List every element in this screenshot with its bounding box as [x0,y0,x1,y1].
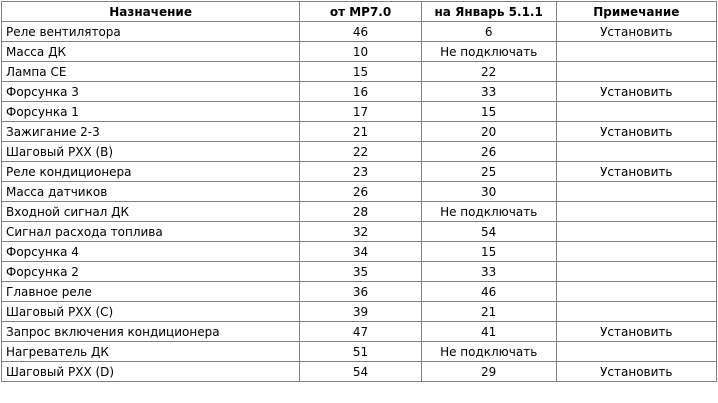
cell-from-mp70: 23 [300,162,421,181]
cell-to-january-511: 21 [422,302,556,321]
cell-from-mp70: 32 [300,222,421,241]
cell-to-january-511: Не подключать [422,342,556,361]
header-from-mp70: от МР7.0 [300,2,421,21]
cell-to-january-511: 20 [422,122,556,141]
cell-note [557,102,716,121]
cell-note: Установить [557,122,716,141]
table-row [2,42,716,61]
cell-from-mp70: 21 [300,122,421,141]
cell-to-january-511: 41 [422,322,556,341]
table-row [2,262,716,281]
table-row [2,22,716,41]
cell-purpose: Шаговый РХХ (В) [2,142,299,161]
cell-purpose: Реле кондиционера [2,162,299,181]
table-row [2,222,716,241]
cell-purpose: Входной сигнал ДК [2,202,299,221]
table-row [2,162,716,181]
cell-note [557,42,716,61]
cell-from-mp70: 22 [300,142,421,161]
cell-note [557,282,716,301]
header-to-january-511: на Январь 5.1.1 [422,2,556,21]
cell-to-january-511: 46 [422,282,556,301]
cell-note [557,62,716,81]
cell-to-january-511: 6 [422,22,556,41]
cell-to-january-511: Не подключать [422,42,556,61]
table-body [2,22,716,381]
cell-from-mp70: 47 [300,322,421,341]
cell-purpose: Запрос включения кондиционера [2,322,299,341]
cell-note [557,342,716,361]
cell-to-january-511: 25 [422,162,556,181]
cell-note: Установить [557,322,716,341]
cell-note [557,222,716,241]
cell-note [557,262,716,281]
cell-from-mp70: 15 [300,62,421,81]
table-row [2,282,716,301]
cell-purpose: Шаговый РХХ (С) [2,302,299,321]
cell-note: Установить [557,82,716,101]
table-row [2,182,716,201]
cell-to-january-511: 15 [422,102,556,121]
cell-purpose: Лампа CE [2,62,299,81]
table-row [2,322,716,341]
table-row [2,302,716,321]
cell-note [557,242,716,261]
cell-from-mp70: 17 [300,102,421,121]
cell-to-january-511: 54 [422,222,556,241]
table-row [2,342,716,361]
cell-purpose: Зажигание 2-3 [2,122,299,141]
cell-to-january-511: 30 [422,182,556,201]
table-row [2,242,716,261]
cell-from-mp70: 39 [300,302,421,321]
table-row [2,362,716,381]
cell-from-mp70: 36 [300,282,421,301]
cell-purpose: Нагреватель ДК [2,342,299,361]
cell-to-january-511: Не подключать [422,202,556,221]
table-row [2,122,716,141]
cell-purpose: Главное реле [2,282,299,301]
cell-note [557,302,716,321]
cell-note [557,142,716,161]
cell-to-january-511: 33 [422,82,556,101]
cell-purpose: Реле вентилятора [2,22,299,41]
cell-purpose: Сигнал расхода топлива [2,222,299,241]
table-row [2,82,716,101]
cell-purpose: Масса датчиков [2,182,299,201]
pin-mapping-table [1,1,717,382]
cell-purpose: Форсунка 1 [2,102,299,121]
header-purpose: Назначение [2,2,299,21]
cell-to-january-511: 26 [422,142,556,161]
cell-from-mp70: 28 [300,202,421,221]
cell-note [557,202,716,221]
cell-purpose: Форсунка 4 [2,242,299,261]
cell-purpose: Форсунка 2 [2,262,299,281]
table-header-row [2,2,716,21]
header-note: Примечание [557,2,716,21]
cell-purpose: Форсунка 3 [2,82,299,101]
cell-to-january-511: 33 [422,262,556,281]
cell-note: Установить [557,22,716,41]
cell-to-january-511: 15 [422,242,556,261]
cell-from-mp70: 16 [300,82,421,101]
cell-from-mp70: 26 [300,182,421,201]
cell-to-january-511: 22 [422,62,556,81]
cell-from-mp70: 35 [300,262,421,281]
cell-purpose: Масса ДК [2,42,299,61]
table-row [2,62,716,81]
table-row [2,102,716,121]
cell-note [557,182,716,201]
cell-purpose: Шаговый РХХ (D) [2,362,299,381]
cell-from-mp70: 54 [300,362,421,381]
cell-note: Установить [557,162,716,181]
table-row [2,202,716,221]
table-row [2,142,716,161]
cell-to-january-511: 29 [422,362,556,381]
cell-from-mp70: 10 [300,42,421,61]
cell-from-mp70: 34 [300,242,421,261]
cell-from-mp70: 51 [300,342,421,361]
cell-from-mp70: 46 [300,22,421,41]
cell-note: Установить [557,362,716,381]
